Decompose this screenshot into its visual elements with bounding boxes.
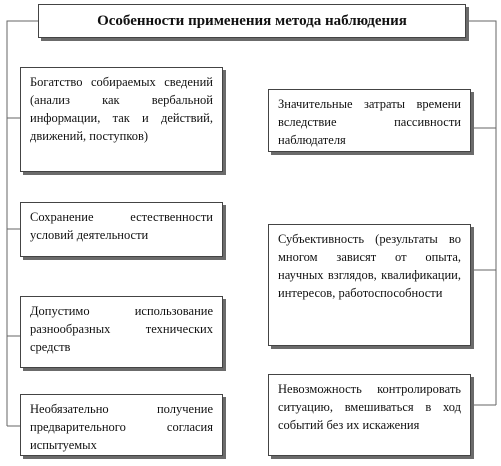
advantage-box-1: Богатство собираемых сведений (анализ как вербальной информации, так и действий, движений, поступков) — [20, 67, 223, 172]
advantage-box-4: Необязательно получение предварительного согласия испытуемых — [20, 394, 223, 456]
advantage-box-3: Допустимо использование разнообразных технических средств — [20, 296, 223, 368]
right-trunk-line — [469, 21, 496, 405]
diagram-title: Особенности применения метода наблюдения — [38, 4, 466, 38]
advantage-box-2: Сохранение естественности условий деятельности — [20, 202, 223, 257]
disadvantage-box-1: Значительные затраты времени вследствие пассивности наблюдателя — [268, 89, 471, 152]
disadvantage-box-3: Невозможность контролировать ситуацию, вмешиваться в ход событий без их искажения — [268, 374, 471, 456]
disadvantage-box-2: Субъективность (результаты во многом зависят от опыта, научных взглядов, квалификации, интересов, работоспособности — [268, 224, 471, 346]
